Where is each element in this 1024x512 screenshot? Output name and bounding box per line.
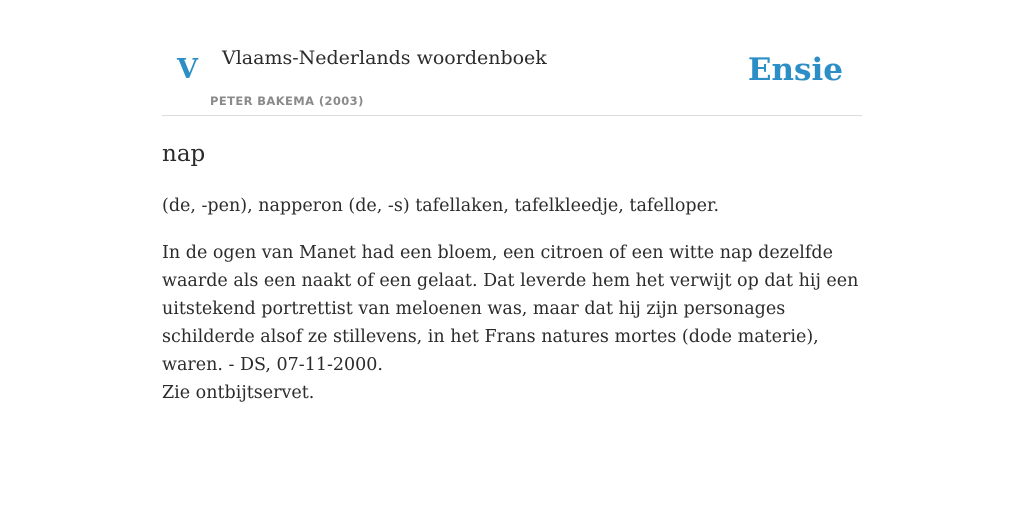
source-title[interactable]: Vlaams-Nederlands woordenboek xyxy=(222,47,547,69)
entry-definition: (de, -pen), napperon (de, -s) tafellaken, tafelkleedje, tafelloper. xyxy=(162,196,720,216)
brand-logo[interactable]: Ensie xyxy=(747,52,843,88)
source-logo: V xyxy=(177,54,198,85)
source-header xyxy=(162,0,862,116)
entry-quote: In de ogen van Manet had een bloem, een citroen of een witte nap dezelfde waarde als een naakt of een gelaat. Dat leverde hem het verwijt op dat hij een uitstekend portrettist van meloenen was, maar dat hij zijn personages schilderde alsof ze stillevens, in het Frans natures mortes (dode materie), waren. - DS, 07-11-2000. xyxy=(162,243,859,375)
entry-see-also[interactable]: Zie ontbijtservet. xyxy=(162,383,315,403)
source-author: PETER BAKEMA (2003) xyxy=(210,94,364,108)
entry-headword: nap xyxy=(162,141,206,167)
page-content xyxy=(162,0,862,512)
